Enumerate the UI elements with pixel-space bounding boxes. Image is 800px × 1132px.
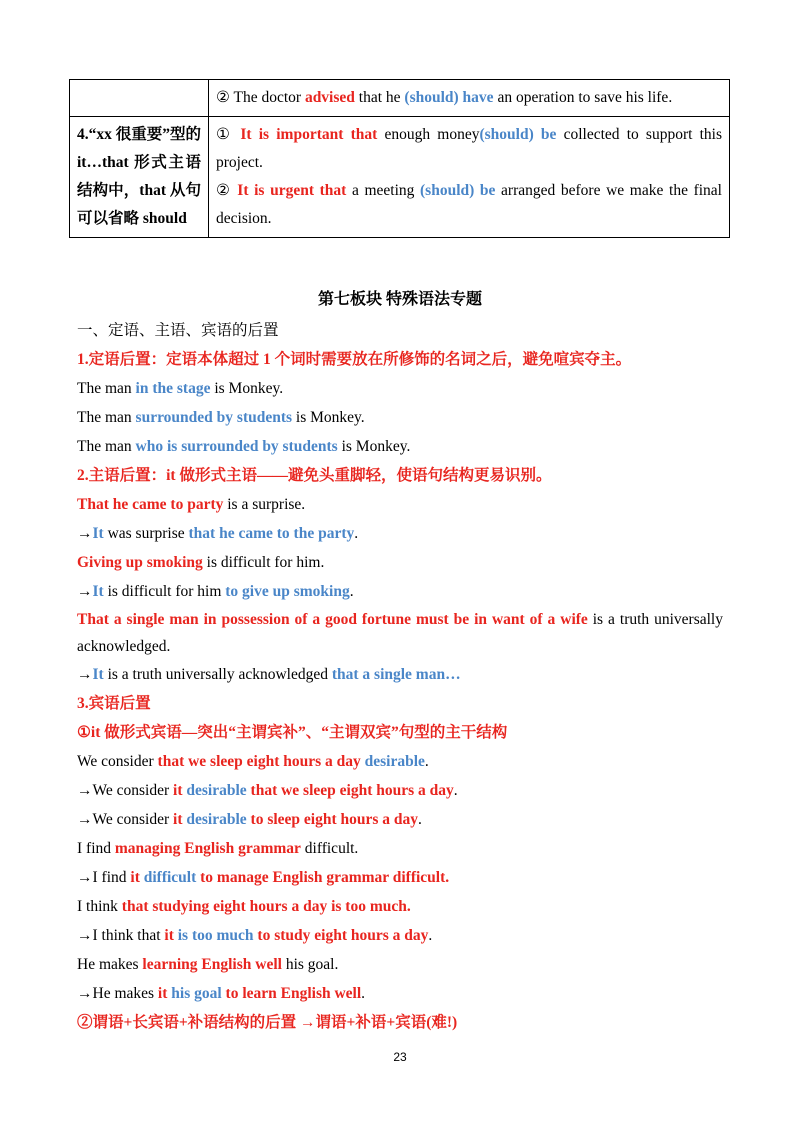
table-row xyxy=(70,117,730,238)
rule-heading: 1.定语后置：定语本体超过 1 个词时需要放在所修饰的名词之后，避免喧宾夺主。 xyxy=(77,351,632,368)
rule-heading: 3.宾语后置 xyxy=(77,695,151,712)
example-sentence: That a single man in possession of a good fortune must be in want of a wife is a truth universally acknowledged. xyxy=(77,611,723,655)
content-body xyxy=(77,316,723,1037)
table-right-cell xyxy=(209,80,730,117)
section-title: 第七板块 特殊语法专题 xyxy=(317,291,482,308)
table-right-cell xyxy=(209,117,730,238)
example-sentence: →I think that it is too much to study eight hours a day. xyxy=(77,927,433,944)
example-sentence: →It is a truth universally acknowledged that a single man… xyxy=(77,666,461,683)
example-sentence: ② The doctor advised that he (should) have an operation to save his life. xyxy=(216,89,673,106)
rule-heading: 2.主语后置：it 做形式主语——避免头重脚轻，使语句结构更易识别。 xyxy=(77,467,552,484)
page-number: 23 xyxy=(393,1050,407,1064)
example-sentence: We consider that we sleep eight hours a day desirable. xyxy=(77,753,429,770)
grammar-table xyxy=(69,79,730,238)
example-sentence: That he came to party is a surprise. xyxy=(77,496,306,513)
example-sentence: I find managing English grammar difficult. xyxy=(77,840,359,857)
example-sentence: The man in the stage is Monkey. xyxy=(77,380,284,397)
example-sentence: Giving up smoking is difficult for him. xyxy=(77,554,325,571)
rule-subheading: ①it 做形式宾语—突出“主谓宾补”、“主谓双宾”句型的主干结构 xyxy=(77,724,508,741)
example-sentence: →We consider it desirable to sleep eight hours a day. xyxy=(77,811,422,828)
example-sentence: →It was surprise that he came to the party. xyxy=(77,525,359,542)
table-left-cell: 4.“xx 很重要”型的 it…that 形式主语结构中，that 从句可以省略 should xyxy=(70,117,209,238)
rule-subheading: ②谓语+长宾语+补语结构的后置 →谓语+补语+宾语(难!) xyxy=(77,1014,458,1031)
example-sentence: The man who is surrounded by students is Monkey. xyxy=(77,438,411,455)
example-sentence: →We consider it desirable that we sleep eight hours a day. xyxy=(77,782,458,799)
example-sentence: →I find it difficult to manage English grammar difficult. xyxy=(77,869,450,886)
example-sentence: I think that studying eight hours a day is too much. xyxy=(77,898,411,915)
example-sentence: The man surrounded by students is Monkey. xyxy=(77,409,365,426)
example-sentence: →It is difficult for him to give up smoking. xyxy=(77,583,354,600)
table-left-cell xyxy=(70,80,209,117)
example-sentence: ① It is important that enough money(should) be collected to support this project. xyxy=(216,126,723,171)
table-row xyxy=(70,80,730,117)
subtitle: 一、定语、主语、宾语的后置 xyxy=(77,322,279,339)
example-sentence: ② It is urgent that a meeting (should) be arranged before we make the final decision. xyxy=(216,182,722,227)
example-sentence: →He makes it his goal to learn English well. xyxy=(77,985,366,1002)
example-sentence: He makes learning English well his goal. xyxy=(77,956,339,973)
